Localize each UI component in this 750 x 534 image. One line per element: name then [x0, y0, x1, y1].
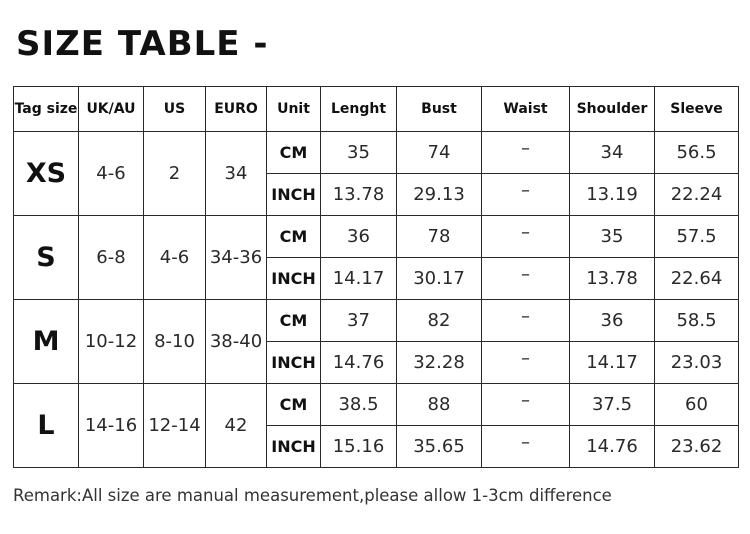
sleeve-cell: 23.03 — [655, 342, 739, 384]
euro-cell: 34 — [206, 132, 267, 216]
length-cell: 14.76 — [321, 342, 397, 384]
length-cell: 38.5 — [321, 384, 397, 426]
length-cell: 36 — [321, 216, 397, 258]
header-uk-au: UK/AU — [79, 87, 144, 132]
sleeve-cell: 22.64 — [655, 258, 739, 300]
sleeve-cell: 58.5 — [655, 300, 739, 342]
waist-cell: – — [482, 338, 570, 380]
shoulder-cell: 14.17 — [570, 342, 655, 384]
length-cell: 15.16 — [321, 426, 397, 468]
waist-cell: – — [482, 296, 570, 338]
bust-cell: 88 — [397, 384, 482, 426]
us-cell: 12-14 — [144, 384, 206, 468]
uk-au-cell: 14-16 — [79, 384, 144, 468]
shoulder-cell: 36 — [570, 300, 655, 342]
bust-cell: 78 — [397, 216, 482, 258]
header-row — [14, 87, 739, 132]
unit-cell: INCH — [267, 342, 321, 384]
table-row — [14, 384, 739, 426]
waist-cell: – — [482, 254, 570, 296]
shoulder-cell: 35 — [570, 216, 655, 258]
page-title: SIZE TABLE - — [16, 24, 269, 64]
waist-cell: – — [482, 212, 570, 254]
unit-cell: CM — [267, 216, 321, 258]
length-cell: 13.78 — [321, 174, 397, 216]
waist-cell: – — [482, 170, 570, 212]
sleeve-cell: 57.5 — [655, 216, 739, 258]
unit-cell: INCH — [267, 426, 321, 468]
shoulder-cell: 37.5 — [570, 384, 655, 426]
table-row — [14, 216, 739, 258]
unit-cell: INCH — [267, 258, 321, 300]
us-cell: 2 — [144, 132, 206, 216]
sleeve-cell: 60 — [655, 384, 739, 426]
header-euro: EURO — [206, 87, 267, 132]
size-tag-cell: M — [14, 300, 79, 384]
header-us: US — [144, 87, 206, 132]
sleeve-cell: 22.24 — [655, 174, 739, 216]
unit-cell: CM — [267, 132, 321, 174]
waist-cell: – — [482, 422, 570, 464]
uk-au-cell: 4-6 — [79, 132, 144, 216]
us-cell: 4-6 — [144, 216, 206, 300]
bust-cell: 32.28 — [397, 342, 482, 384]
table-row — [14, 132, 739, 174]
bust-cell: 74 — [397, 132, 482, 174]
sleeve-cell: 23.62 — [655, 426, 739, 468]
size-table — [13, 86, 739, 468]
unit-cell: CM — [267, 300, 321, 342]
bust-cell: 29.13 — [397, 174, 482, 216]
header-unit: Unit — [267, 87, 321, 132]
size-tag-cell: S — [14, 216, 79, 300]
euro-cell: 38-40 — [206, 300, 267, 384]
header-tag-size: Tag size — [14, 87, 79, 132]
euro-cell: 34-36 — [206, 216, 267, 300]
shoulder-cell: 13.78 — [570, 258, 655, 300]
length-cell: 37 — [321, 300, 397, 342]
uk-au-cell: 10-12 — [79, 300, 144, 384]
remark-note: Remark:All size are manual measurement,please allow 1-3cm difference — [13, 486, 612, 505]
sleeve-cell: 56.5 — [655, 132, 739, 174]
length-cell: 14.17 — [321, 258, 397, 300]
bust-cell: 82 — [397, 300, 482, 342]
bust-cell: 35.65 — [397, 426, 482, 468]
shoulder-cell: 34 — [570, 132, 655, 174]
header-shoulder: Shoulder — [570, 87, 655, 132]
uk-au-cell: 6-8 — [79, 216, 144, 300]
header-sleeve: Sleeve — [655, 87, 739, 132]
size-tag-cell: L — [14, 384, 79, 468]
unit-cell: INCH — [267, 174, 321, 216]
unit-cell: CM — [267, 384, 321, 426]
header-waist: Waist — [482, 87, 570, 132]
bust-cell: 30.17 — [397, 258, 482, 300]
waist-cell: – — [482, 380, 570, 422]
shoulder-cell: 14.76 — [570, 426, 655, 468]
header-length: Lenght — [321, 87, 397, 132]
table-row — [14, 300, 739, 342]
length-cell: 35 — [321, 132, 397, 174]
us-cell: 8-10 — [144, 300, 206, 384]
waist-cell: – — [482, 128, 570, 170]
header-bust: Bust — [397, 87, 482, 132]
shoulder-cell: 13.19 — [570, 174, 655, 216]
size-tag-cell: XS — [14, 132, 79, 216]
euro-cell: 42 — [206, 384, 267, 468]
